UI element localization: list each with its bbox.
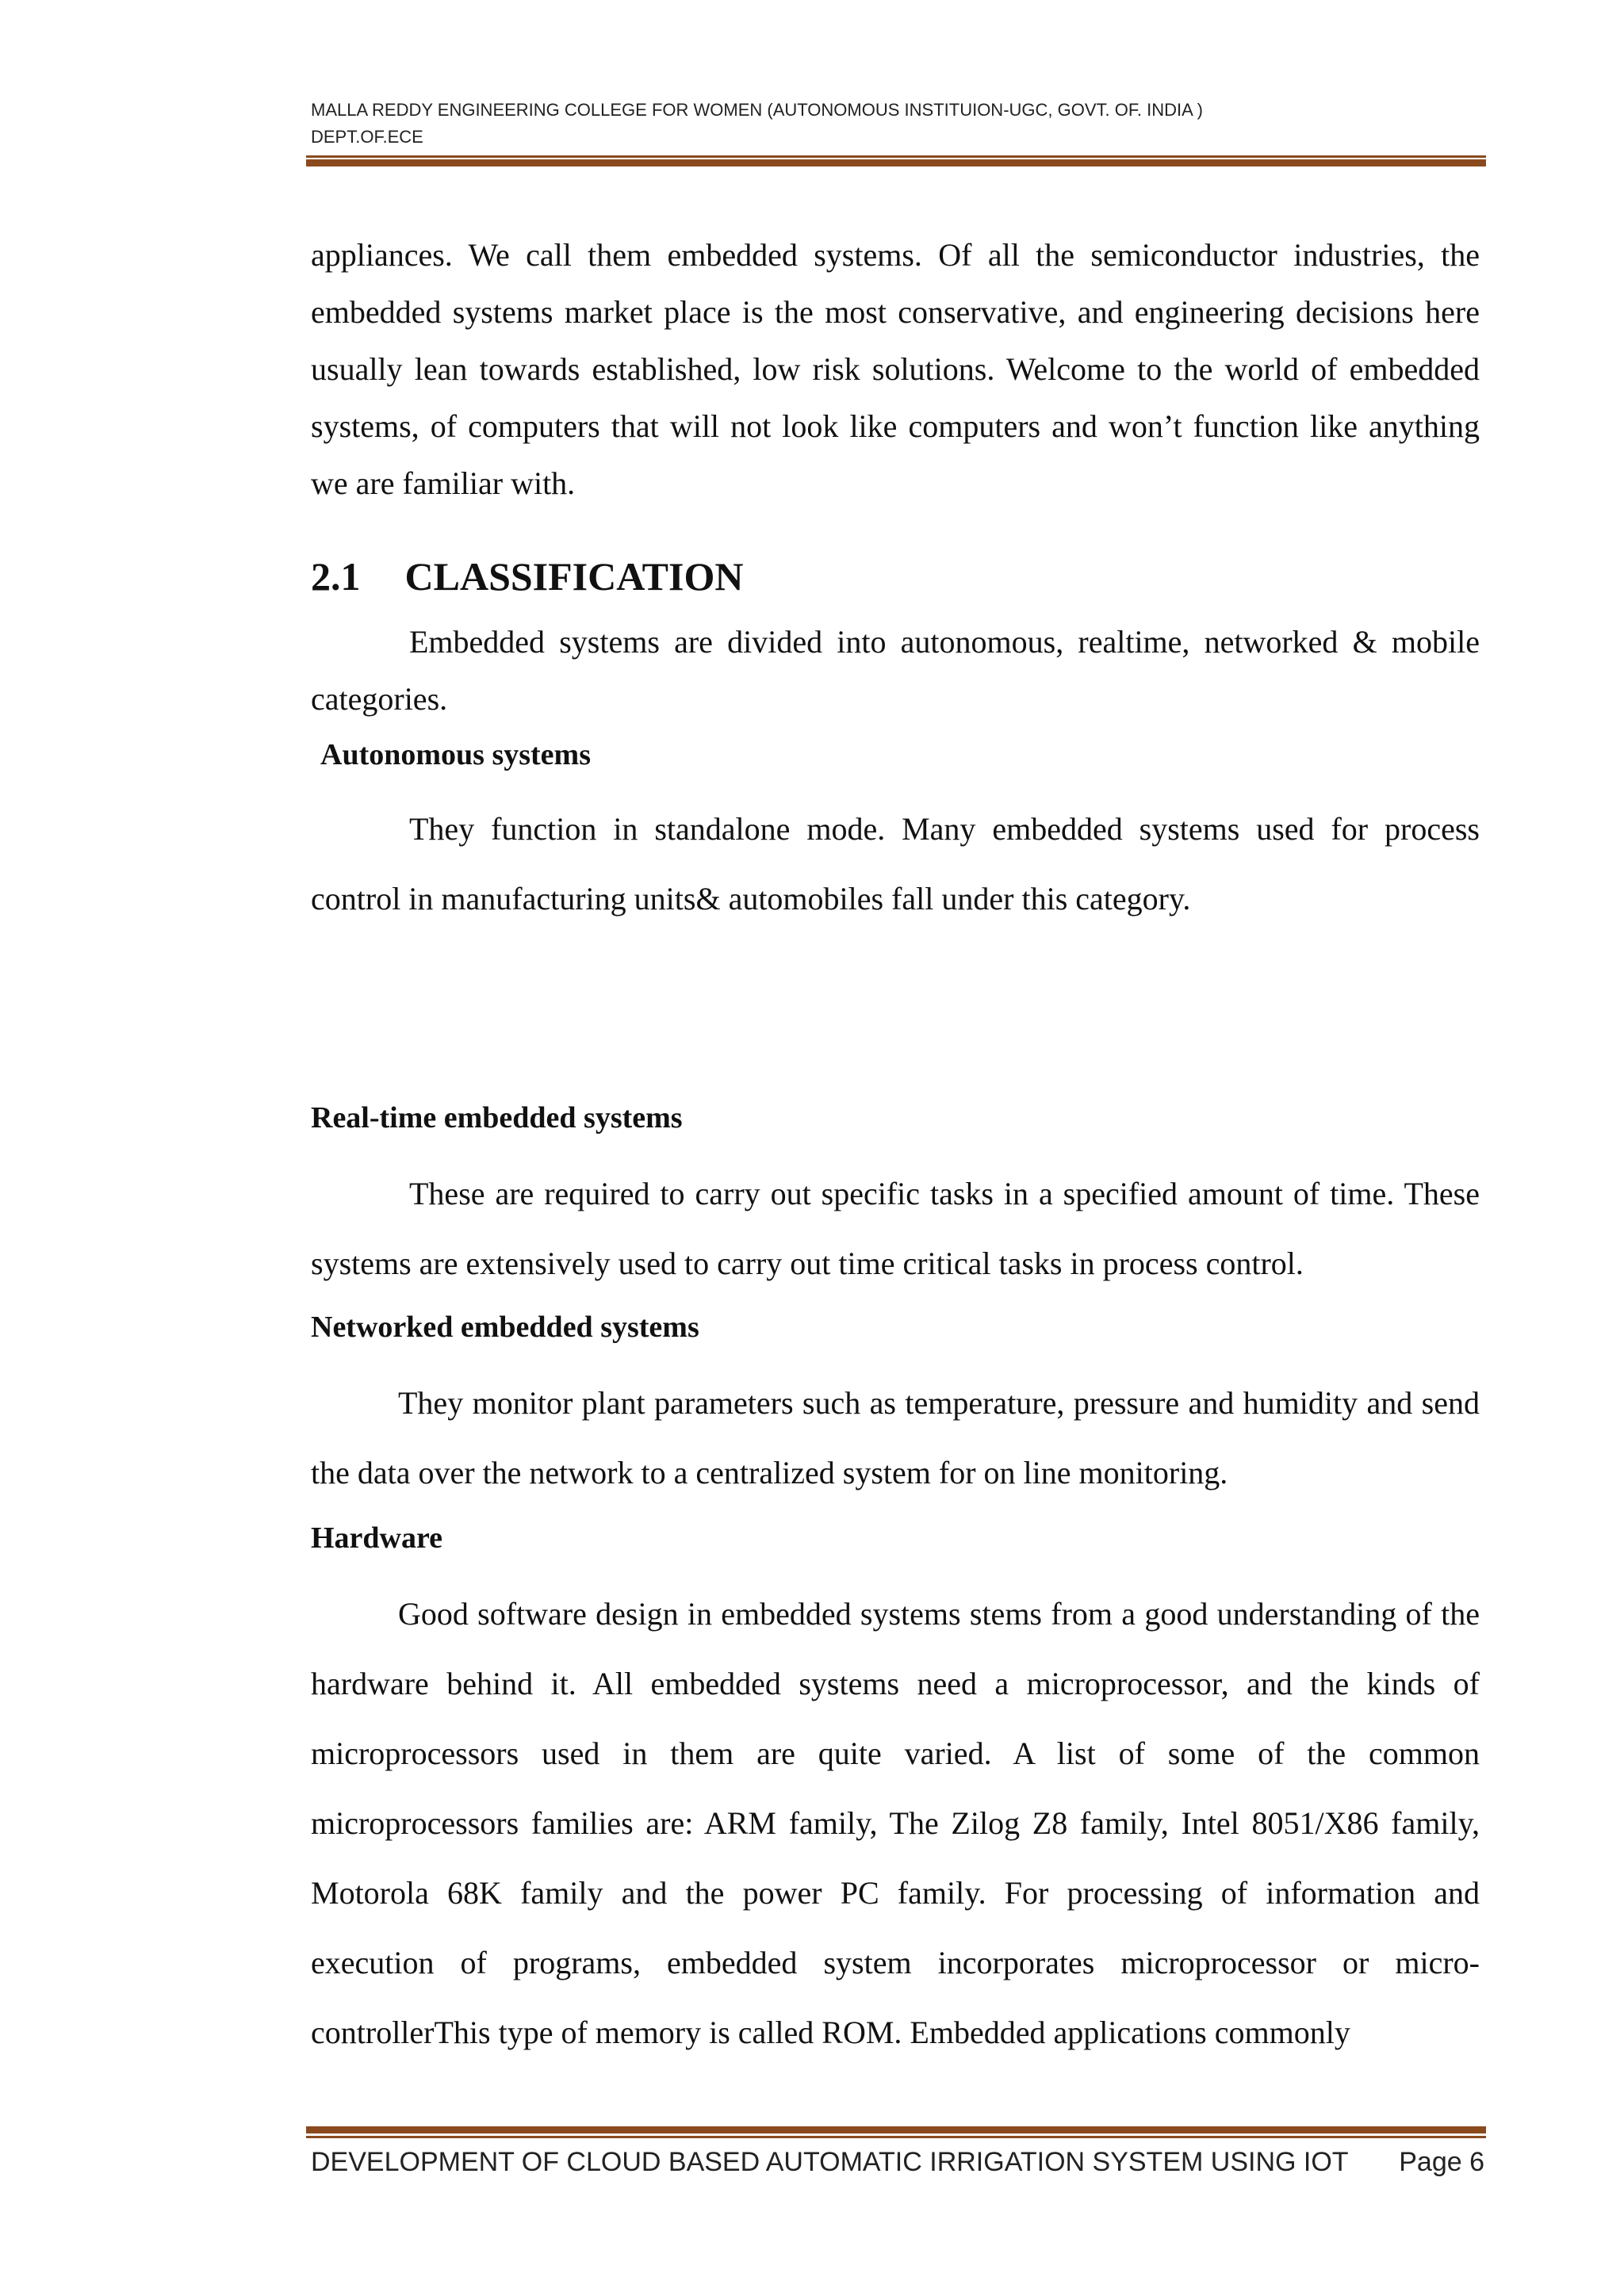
autonomous-paragraph: They function in standalone mode. Many embedded systems used for process control in manufacturing units& automobiles fall under this category. [311, 811, 1480, 916]
header-institution: MALLA REDDY ENGINEERING COLLEGE FOR WOMEN (AUTONOMOUS INSTITUION-UGC, GOVT. OF. INDIA ) [311, 100, 1203, 120]
footer-title: DEVELOPMENT OF CLOUD BASED AUTOMATIC IRRIGATION SYSTEM USING IOT [311, 2147, 1349, 2177]
header-rule-thick [306, 159, 1486, 166]
classification-paragraph: Embedded systems are divided into autonomous, realtime, networked & mobile categories. [311, 624, 1480, 717]
section-number: 2.1 [311, 554, 361, 599]
header-department: DEPT.OF.ECE [311, 127, 423, 147]
realtime-paragraph: These are required to carry out specific tasks in a specified amount of time. These systems are extensively used to carry out time critical tasks in process control. [311, 1176, 1480, 1281]
header-rule-thin [306, 155, 1486, 158]
networked-heading: Networked embedded systems [311, 1311, 699, 1344]
hardware-paragraph: Good software design in embedded systems stems from a good understanding of the hardware behind it. All embedded systems need a microprocessor, and the kinds of microprocessors used in them are quite varied. A list of some of the common microprocessors families are: ARM family, The Zilog Z8 family, Intel 8051/X86 family, Motorola 68K family and the power PC family. For processing of information and execution of programs, embedded system incorporates microprocessor or micro-controllerThis type of memory is called ROM. Embedded applications commonly [311, 1596, 1480, 2050]
footer-rule-thick [306, 2126, 1486, 2133]
networked-paragraph: They monitor plant parameters such as temperature, pressure and humidity and send the data over the network to a centralized system for on line monitoring. [311, 1385, 1480, 1490]
page-header [311, 97, 1484, 151]
footer-rule-thin [306, 2136, 1486, 2138]
section-heading [311, 553, 743, 599]
hardware-heading: Hardware [311, 1521, 443, 1555]
realtime-heading: Real-time embedded systems [311, 1101, 683, 1135]
page-number: Page 6 [1399, 2147, 1484, 2177]
section-title: CLASSIFICATION [404, 554, 744, 599]
autonomous-heading: Autonomous systems [320, 738, 591, 771]
intro-paragraph: appliances. We call them embedded systems. Of all the semiconductor industries, the embedded systems market place is the most conservative, and engineering decisions here usually lean towards established, low risk solutions. Welcome to the world of embedded systems, of computers that will not look like computers and won’t function like anything we are familiar with. [311, 237, 1480, 501]
